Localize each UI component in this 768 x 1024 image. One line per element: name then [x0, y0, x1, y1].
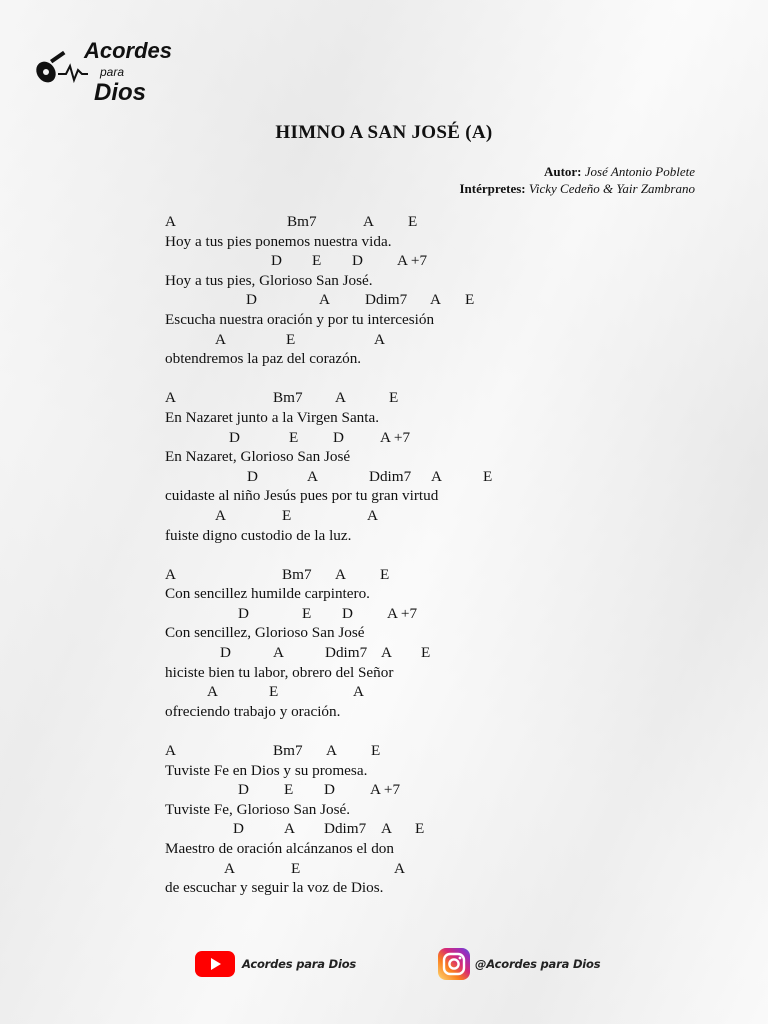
chord: E [389, 389, 399, 407]
performers-names: Vicky Cedeño & Yair Zambrano [528, 181, 695, 196]
chord: A [207, 683, 218, 701]
lyric-line: Escucha nuestra oración y por tu intercesión [165, 310, 435, 328]
chord: E [415, 820, 425, 838]
chord: Bm7 [273, 389, 303, 407]
chord-line [165, 251, 725, 271]
chord: E [291, 859, 301, 877]
author-name: José Antonio Poblete [584, 164, 695, 179]
chord-line [165, 741, 725, 761]
chord-line [165, 330, 725, 350]
lyric-line: Tuviste Fe en Dios y su promesa. [165, 761, 368, 779]
chord: E [465, 291, 475, 309]
author-label: Autor: [543, 164, 582, 179]
chord: E [269, 683, 279, 701]
chord: A [381, 820, 392, 838]
chord: D [246, 291, 257, 309]
stanza-gap [165, 369, 725, 389]
chord: E [284, 781, 294, 799]
performers-label: Intérpretes: [459, 181, 526, 196]
chord: D [271, 252, 282, 270]
lyric-line: obtendremos la paz del corazón. [165, 350, 362, 368]
chord: E [483, 467, 493, 485]
chord-line [165, 506, 725, 526]
lyric-line: Con sencillez, Glorioso San José [165, 624, 365, 642]
chord: E [421, 644, 431, 662]
guitar-icon [32, 51, 65, 86]
instagram-label: @Acordes para Dios [475, 957, 601, 971]
chord: E [282, 506, 292, 524]
chord: A [335, 389, 346, 407]
chord-line [165, 643, 725, 663]
stanza-gap [165, 721, 725, 741]
chord: A [326, 742, 337, 760]
chord: A [165, 565, 176, 583]
performers-line [459, 180, 695, 197]
chord: A [394, 859, 405, 877]
credits [459, 163, 695, 197]
chord-line [165, 604, 725, 624]
chord: E [408, 213, 418, 230]
chord: E [286, 330, 296, 348]
chord: A [165, 742, 176, 760]
chord: A [353, 683, 364, 701]
instagram-link[interactable] [437, 948, 600, 980]
logo-word-dios: Dios [94, 79, 147, 106]
chord-line [165, 467, 725, 487]
chord-line [165, 819, 725, 839]
chord: E [380, 565, 390, 583]
chord: A [215, 330, 226, 348]
chord: D [342, 604, 353, 622]
lyric-line: En Nazaret junto a la Virgen Santa. [165, 408, 380, 426]
chord-line [165, 428, 725, 448]
chord: D [247, 467, 258, 485]
chord: D [233, 820, 244, 838]
chord: Bm7 [273, 742, 303, 760]
chord: A [165, 389, 176, 407]
lyric-line: En Nazaret, Glorioso San José [165, 448, 351, 466]
chord: Bm7 [287, 213, 317, 230]
chord: E [312, 252, 322, 270]
lyric-line: Con sencillez humilde carpintero. [165, 585, 370, 603]
lyric-line: Hoy a tus pies ponemos nuestra vida. [165, 232, 392, 250]
chord-line [165, 780, 725, 800]
youtube-icon [194, 949, 236, 979]
page-title: HIMNO A SAN JOSÉ (A) [275, 122, 493, 143]
author-line [459, 163, 695, 180]
instagram-icon [437, 948, 471, 980]
chord: D [333, 428, 344, 446]
lyric-line: hiciste bien tu labor, obrero del Señor [165, 663, 394, 681]
youtube-link[interactable] [194, 948, 356, 980]
chord: A +7 [397, 252, 428, 270]
chord: Ddim7 [365, 291, 408, 309]
logo-word-para: para [100, 65, 125, 79]
chord: E [289, 428, 299, 446]
lyric-line: fuiste digno custodio de la luz. [165, 526, 352, 544]
chord: A +7 [380, 428, 411, 446]
chord: A [284, 820, 295, 838]
lyric-line: Tuviste Fe, Glorioso San José. [165, 800, 351, 818]
lyric-line: cuidaste al niño Jesús pues por tu gran virtud [165, 487, 439, 505]
chord: D [238, 604, 249, 622]
chord: D [238, 781, 249, 799]
chord: A [273, 644, 284, 662]
chord: A [307, 467, 318, 485]
chord: A +7 [387, 604, 418, 622]
chord: E [371, 742, 381, 760]
chord-line [165, 212, 725, 232]
chord: D [352, 252, 363, 270]
lyric-line: ofreciendo trabajo y oración. [165, 702, 341, 720]
chord: A [374, 330, 385, 348]
chord: Ddim7 [369, 467, 412, 485]
chord: Ddim7 [325, 644, 368, 662]
stanza-gap [165, 545, 725, 565]
chord: D [220, 644, 231, 662]
chord: A [319, 291, 330, 309]
heartbeat-line [58, 66, 88, 80]
chord: Bm7 [282, 565, 312, 583]
chord-line [165, 859, 725, 879]
chord: A [363, 213, 374, 230]
chord: A +7 [370, 781, 401, 799]
chord: D [229, 428, 240, 446]
chord-line [165, 388, 725, 408]
lyric-line: Hoy a tus pies, Glorioso San José. [165, 271, 373, 289]
chord-line [165, 682, 725, 702]
brand-logo [32, 28, 173, 108]
chord: A [335, 565, 346, 583]
chord: A [224, 859, 235, 877]
chord: A [381, 644, 392, 662]
chord: A [367, 506, 378, 524]
lyric-line: de escuchar y seguir la voz de Dios. [165, 879, 384, 897]
chord: A [431, 467, 442, 485]
logo-word-acordes: Acordes [84, 38, 173, 63]
chord: A [215, 506, 226, 524]
chord: Ddim7 [324, 820, 367, 838]
chord-line [165, 565, 725, 585]
chord: A [430, 291, 441, 309]
chord-line [165, 290, 725, 310]
song-sheet [165, 212, 725, 898]
lyric-line: Maestro de oración alcánzanos el don [165, 840, 394, 857]
chord: D [324, 781, 335, 799]
chord: A [165, 213, 176, 230]
youtube-label: Acordes para Dios [242, 957, 357, 971]
chord: E [302, 604, 312, 622]
